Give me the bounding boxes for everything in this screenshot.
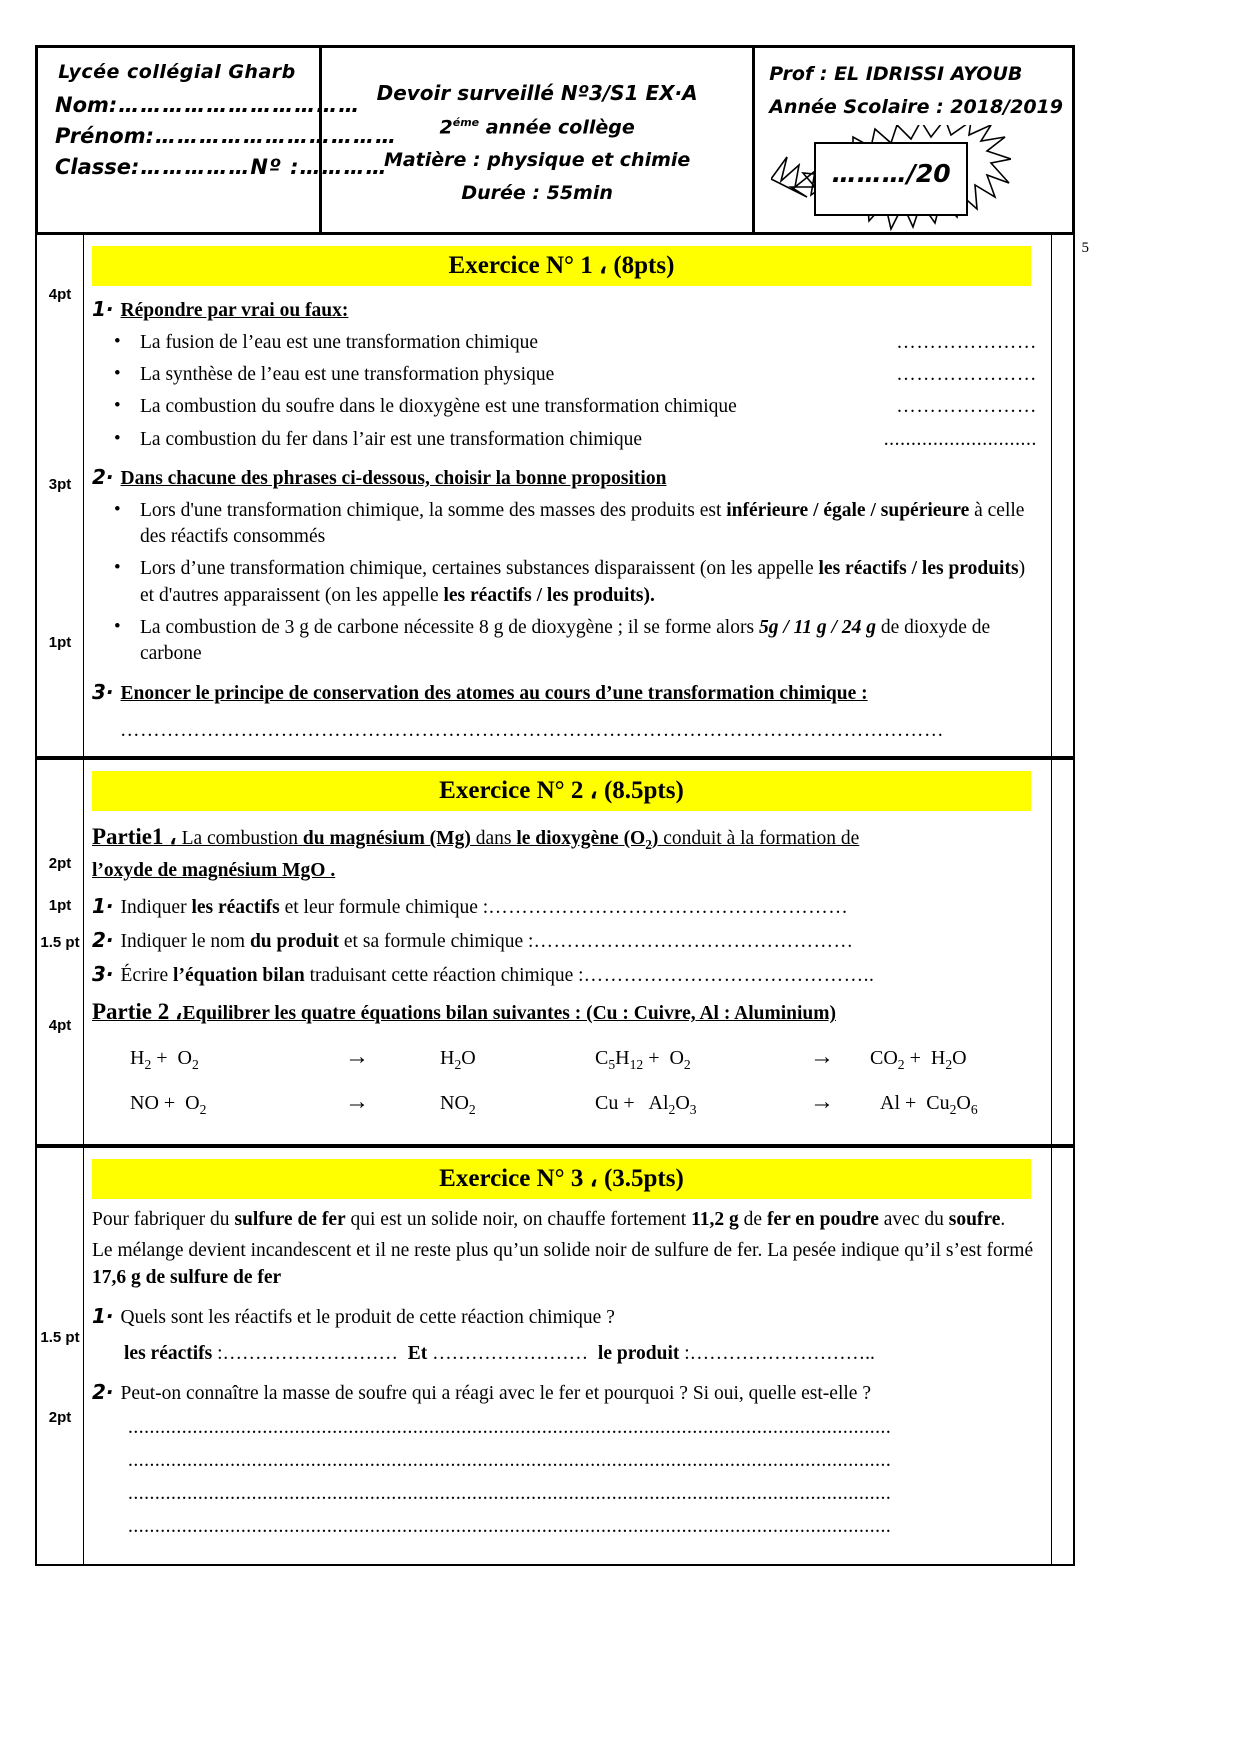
exercise-3-content <box>84 1148 1051 1564</box>
points-4pt: 4pt <box>48 286 72 303</box>
question-heading: Enoncer le principe de conservation des atomes au cours d’une transformation chimique : <box>120 682 868 704</box>
label-reactifs: les réactifs <box>124 1342 213 1364</box>
answer-dots: ………………… <box>896 396 1037 418</box>
answer-line[interactable]: .............................................................................................................................................. <box>128 1483 892 1505</box>
choice-text-post: à celle des réactifs consommés <box>140 499 1025 548</box>
partie-1-statement <box>92 821 1037 854</box>
statement-c: conduit à la formation de <box>658 828 860 850</box>
question-text: Peut-on connaître la masse de soufre qui a réagi avec le fer et pourquoi ? Si oui, quelle est-elle ? <box>120 1382 871 1404</box>
answer-line[interactable]: .............................................................................................................................................. <box>128 1516 892 1538</box>
answer-dots[interactable]: ………………………………………… <box>533 930 854 952</box>
list-item[interactable] <box>114 362 1037 388</box>
exercise-1-margin-column <box>1051 235 1073 756</box>
choice-options: 5g / 11 g / 24 g <box>758 616 876 638</box>
exercise-2 <box>37 760 1073 1148</box>
grade-box[interactable] <box>771 125 1011 233</box>
question-1-2 <box>92 464 1037 492</box>
answer-dots-1: :……………………… <box>212 1342 399 1364</box>
question-bold: les réactifs <box>191 897 280 919</box>
equation-4-left[interactable]: $Cu + Al_2O_3$ <box>595 1092 697 1118</box>
exercise-2-points-column <box>37 760 84 1144</box>
exam-body <box>35 235 1075 1566</box>
student-name-field[interactable] <box>55 93 361 117</box>
product-mass: 17,6 g de sulfure de fer <box>92 1266 282 1288</box>
question-heading: Répondre par vrai ou faux: <box>120 300 349 321</box>
partie-1-statement-line2: l’oxyde de magnésium MgO . <box>92 859 336 881</box>
multiple-choice-list <box>92 498 1037 668</box>
equation-2-left[interactable]: $C_5H_{12} + O_2$ <box>595 1047 691 1073</box>
label-et: Et <box>407 1342 428 1364</box>
class-field[interactable] <box>55 155 388 179</box>
iron-powder: fer en poudre <box>766 1209 879 1231</box>
choice-text-mid: ) et d'autres apparaissent (on les appelle <box>140 558 1026 606</box>
equations-table <box>92 1038 1037 1128</box>
prenom-label: Prénom <box>55 124 146 148</box>
choice-options-2: les réactifs / les produits). <box>443 584 655 606</box>
question-heading: Dans chacune des phrases ci-dessous, choisir la bonne proposition <box>120 467 667 489</box>
statement-b: dans <box>470 828 517 850</box>
table-row <box>92 1038 1037 1083</box>
answer-dots[interactable]: …………………………………….. <box>583 964 875 986</box>
question-bold: du produit <box>249 930 340 952</box>
question-pre: Écrire <box>120 964 174 986</box>
points-4pt: 4pt <box>48 1017 72 1035</box>
exercise-3-question-2 <box>92 1379 1037 1407</box>
list-item[interactable] <box>114 556 1037 609</box>
exercise-2-question-3 <box>92 961 1037 989</box>
equation-3-left[interactable]: NO + $O_2$ <box>130 1092 207 1118</box>
intro-c: de <box>738 1209 767 1231</box>
question-number: 2· <box>92 1379 114 1404</box>
choice-text-post: de dioxyde de carbone <box>140 616 991 665</box>
list-item[interactable] <box>114 427 1037 453</box>
equation-3-right[interactable]: $NO_2$ <box>440 1092 476 1118</box>
exercise-1-points-column <box>37 235 84 756</box>
equation-4-right[interactable]: $Al + Cu_2O_6$ <box>870 1092 978 1118</box>
teacher-name: Prof : EL IDRISSI AYOUB <box>769 63 1023 85</box>
label-produit: le produit <box>597 1342 680 1364</box>
question-text: Quels sont les réactifs et le produit de cette réaction chimique ? <box>120 1307 615 1329</box>
equation-2-right[interactable]: $CO_2 + H_2O$ <box>870 1047 967 1073</box>
equation-1-right[interactable]: $H_2O$ <box>440 1047 476 1073</box>
list-item[interactable] <box>114 615 1037 668</box>
exercise-3-points-column <box>37 1148 84 1564</box>
question-number: 3· <box>92 961 114 986</box>
answer-dots: ............................ <box>883 428 1037 450</box>
level-number: 2 <box>439 116 453 139</box>
list-item[interactable] <box>114 394 1037 420</box>
question-number: 1· <box>92 1304 114 1329</box>
partie-1-tag: Partie1 ، <box>92 824 177 850</box>
choice-options-1: les réactifs / les produits <box>818 558 1019 580</box>
exercise-3-answer-row[interactable] <box>124 1343 1037 1365</box>
exercise-3-title: Exercice N° 3 ، (3.5pts) <box>92 1159 1031 1199</box>
question-number: 3· <box>92 679 114 704</box>
partie-2-statement <box>92 996 1037 1028</box>
points-1-5pt: 1.5 pt <box>40 1329 80 1347</box>
answer-dots-2: …………………… <box>432 1342 589 1364</box>
nom-label: Nom <box>55 93 109 117</box>
page-number: 5 <box>1081 240 1089 256</box>
exercise-2-questions <box>84 811 1051 1144</box>
exercise-3-question-1 <box>92 1303 1037 1331</box>
question-number: 1· <box>92 297 114 321</box>
question-number: 1· <box>92 894 114 919</box>
nom-dots: :…………………………… <box>108 93 361 117</box>
teacher-info-block <box>755 47 1073 233</box>
points-2pt: 2pt <box>48 855 72 873</box>
points-1pt: 1pt <box>48 634 72 651</box>
answer-line[interactable]: .............................................................................................................................................. <box>128 1417 892 1439</box>
equation-1-arrow: → <box>345 1044 369 1071</box>
question-number: 2· <box>92 927 114 952</box>
answer-dots[interactable]: ……………………………………………… <box>488 897 849 919</box>
choice-text-pre: Lors d’une transformation chimique, certaines substances disparaissent (on les appelle <box>140 558 819 580</box>
product-name: sulfure de fer <box>234 1209 346 1231</box>
exam-subject: Matière : physique et chimie <box>383 149 691 172</box>
choice-options: inférieure / égale / supérieure <box>726 499 970 521</box>
true-false-list <box>92 330 1037 453</box>
intro-f: Le mélange devient incandescent et il ne reste plus qu’un solide noir de sulfure de fer. La pesée indique qu’il s’est formé <box>92 1239 1034 1261</box>
points-2pt: 2pt <box>48 1409 72 1427</box>
exercise-2-title: Exercice N° 2 ، (8.5pts) <box>92 771 1031 811</box>
exam-info-block <box>322 47 755 233</box>
classe-label: Classe <box>55 155 132 179</box>
exercise-2-margin-column <box>1051 760 1073 1144</box>
table-row <box>92 1083 1037 1128</box>
exercise-2-content <box>84 760 1051 1144</box>
statement-text: • La fusion de l’eau est une transformation chimique <box>140 331 538 353</box>
exam-duration: Durée : 55min <box>461 182 613 205</box>
exercise-3-questions <box>84 1199 1051 1564</box>
exercise-3-intro-paragraph-2 <box>92 1238 1037 1291</box>
points-3pt: 3pt <box>48 476 72 493</box>
statement-a: La combustion <box>176 828 303 850</box>
exercise-3-margin-column <box>1051 1148 1073 1564</box>
level-suffix: éme <box>452 116 480 129</box>
list-item[interactable] <box>114 330 1037 356</box>
intro-d: avec du <box>878 1209 949 1231</box>
list-item[interactable] <box>114 498 1037 551</box>
exam-sheet <box>35 45 1089 1566</box>
exam-level <box>332 116 742 138</box>
points-1-5pt: 1.5 pt <box>40 934 80 952</box>
exercise-2-question-2 <box>92 927 1037 955</box>
equation-3-arrow: → <box>345 1089 369 1116</box>
question-post: et sa formule chimique : <box>339 930 534 952</box>
partie-2-tag: Partie 2 ، <box>92 999 183 1025</box>
sulfur: soufre <box>948 1209 1001 1231</box>
classe-dots: :……………Nº :………… <box>131 155 388 179</box>
intro-e: . <box>1000 1209 1006 1231</box>
exercise-1-questions <box>84 286 1051 756</box>
answer-line[interactable]: …………………………………………………………………………………………………………… <box>120 720 945 742</box>
exercise-1 <box>37 235 1073 760</box>
intro-b: qui est un solide noir, on chauffe fortement <box>345 1209 692 1231</box>
exam-title: Devoir surveillé Nº3/S1 EX·A <box>376 81 698 105</box>
question-1-3 <box>92 679 1037 707</box>
iron-mass: 11,2 g <box>691 1209 739 1231</box>
statement-text: • La synthèse de l’eau est une transformation physique <box>140 364 555 386</box>
question-pre: Indiquer le nom <box>120 930 250 952</box>
student-info-block <box>37 47 398 233</box>
question-post: et leur formule chimique : <box>279 897 489 919</box>
answer-line[interactable]: .............................................................................................................................................. <box>128 1450 892 1472</box>
answer-dots-3: :……………………….. <box>679 1342 875 1364</box>
points-1pt: 1pt <box>48 897 72 915</box>
exercise-3 <box>37 1148 1073 1564</box>
question-bold: l’équation bilan <box>173 964 305 986</box>
intro-a: Pour fabriquer du <box>92 1209 235 1231</box>
student-firstname-field[interactable] <box>55 124 398 148</box>
question-pre: Indiquer <box>120 897 192 919</box>
question-post: traduisant cette réaction chimique : <box>304 964 584 986</box>
exam-header <box>35 45 1089 256</box>
statement-text: • La combustion du soufre dans le dioxygène est une transformation chimique <box>140 396 737 418</box>
answer-dots: ………………… <box>896 364 1037 386</box>
exercise-1-title: Exercice N° 1 ، (8pts) <box>92 246 1031 286</box>
equation-1-left[interactable]: $H_2 + O_2$ <box>130 1047 199 1073</box>
school-year: Année Scolaire : 2018/2019 <box>769 96 1063 118</box>
statement-text: • La combustion du fer dans l’air est une transformation chimique <box>140 428 642 450</box>
question-number: 2· <box>92 464 114 489</box>
partie-2-heading: Equilibrer les quatre équations bilan suivantes : (Cu : Cuivre, Al : Aluminium) <box>182 1003 836 1025</box>
equation-2-arrow: → <box>810 1044 834 1071</box>
equation-4-arrow: → <box>810 1089 834 1116</box>
school-name: Lycée collégial Gharb <box>58 61 296 83</box>
exercise-3-intro-paragraph-1 <box>92 1207 1037 1234</box>
question-1-1 <box>92 296 1037 324</box>
prenom-dots: :…………………………… <box>145 124 398 148</box>
reactant-magnesium: du magnésium (Mg) <box>302 828 471 850</box>
answer-dots: ………………… <box>896 331 1037 353</box>
reactant-dioxygen: le dioxygène $(O_2)$ <box>516 828 659 853</box>
choice-text-pre: La combustion de 3 g de carbone nécessite 8 g de dioxygène ; il se forme alors <box>140 616 759 638</box>
choice-text-pre: Lors d'une transformation chimique, la somme des masses des produits est <box>140 499 727 521</box>
exercise-2-question-1 <box>92 893 1037 921</box>
grade-value: ………/20 <box>831 159 951 188</box>
level-rest: année collège <box>479 116 635 139</box>
exercise-1-content <box>84 235 1051 756</box>
